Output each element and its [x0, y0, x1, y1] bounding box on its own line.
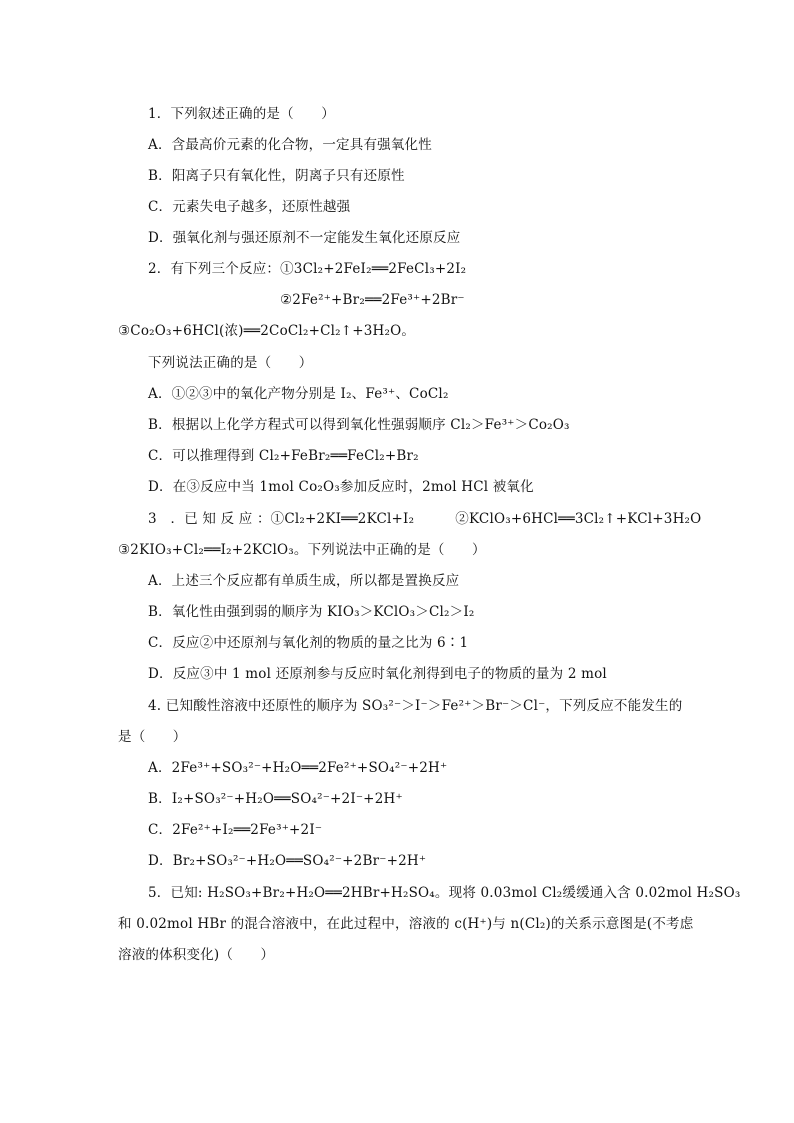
q4-option-d: D．Br₂+SO₃²⁻+H₂O══SO₄²⁻+2Br⁻+2H⁺: [148, 853, 427, 869]
q4-stem: 4. 已知酸性溶液中还原性的顺序为 SO₃²⁻＞I⁻＞Fe²⁺＞Br⁻＞Cl⁻，下列反应不能发生的: [148, 698, 683, 714]
q5-line-3: 溶液的体积变化)（ ）: [118, 947, 275, 963]
q4-stem-cont: 是（ ）: [118, 729, 187, 745]
q2-option-b: B．根据以上化学方程式可以得到氧化性强弱顺序 Cl₂＞Fe³⁺＞Co₂O₃: [148, 417, 570, 433]
q5-line-2: 和 0.02mol HBr 的混合溶液中，在此过程中，溶液的 c(H⁺)与 n(Cl₂)的关系示意图是(不考虑: [118, 916, 694, 932]
q2-stem: 2．有下列三个反应：①3Cl₂+2FeI₂══2FeCl₃+2I₂: [148, 261, 467, 277]
q3-option-c: C．反应②中还原剂与氧化剂的物质的量之比为 6∶1: [148, 635, 469, 651]
q3-stem-cont: ③2KIO₃+Cl₂══I₂+2KClO₃。下列说法中正确的是（ ）: [118, 542, 486, 558]
q2-option-a: A．①②③中的氧化产物分别是 I₂、Fe³⁺、CoCl₂: [148, 386, 449, 402]
q4-option-a: A．2Fe³⁺+SO₃²⁻+H₂O══2Fe²⁺+SO₄²⁻+2H⁺: [148, 760, 448, 776]
q2-option-c: C．可以推理得到 Cl₂+FeBr₂══FeCl₂+Br₂: [148, 448, 419, 464]
q2-option-d: D．在③反应中当 1mol Co₂O₃参加反应时，2mol HCl 被氧化: [148, 479, 534, 495]
q1-stem: 1．下列叙述正确的是（ ）: [148, 106, 335, 122]
q1-option-a: A．含最高价元素的化合物，一定具有强氧化性: [148, 137, 432, 153]
q4-option-c: C．2Fe²⁺+I₂══2Fe³⁺+2I⁻: [148, 822, 323, 838]
q1-option-c: C．元素失电子越多，还原性越强: [148, 199, 351, 215]
q2-reaction-2: ②2Fe²⁺+Br₂══2Fe³⁺+2Br⁻: [280, 292, 465, 308]
q5-line-1: 5．已知: H₂SO₃+Br₂+H₂O══2HBr+H₂SO₄。现将 0.03mol Cl₂缓缓通入含 0.02mol H₂SO₃: [148, 885, 741, 901]
q2-ask: 下列说法正确的是（ ）: [148, 355, 313, 371]
q3-option-a: A．上述三个反应都有单质生成，所以都是置换反应: [148, 573, 460, 589]
q3-option-b: B．氧化性由强到弱的顺序为 KIO₃＞KClO₃＞Cl₂＞I₂: [148, 604, 475, 620]
q1-option-d: D．强氧化剂与强还原剂不一定能发生氧化还原反应: [148, 230, 461, 246]
q4-option-b: B．I₂+SO₃²⁻+H₂O══SO₄²⁻+2I⁻+2H⁺: [148, 791, 403, 807]
q2-reaction-3: ③Co₂O₃+6HCl(浓)══2CoCl₂+Cl₂↑+3H₂O。: [118, 323, 416, 339]
q3-option-d: D．反应③中 1 mol 还原剂参与反应时氧化剂得到电子的物质的量为 2 mol: [148, 666, 607, 682]
q1-option-b: B．阳离子只有氧化性，阴离子只有还原性: [148, 168, 405, 184]
q3-stem: 3 ．已 知 反 应 ：①Cl₂+2KI══2KCl+I₂ ②KClO₃+6HCl══3Cl₂↑+KCl+3H₂O: [148, 511, 702, 527]
